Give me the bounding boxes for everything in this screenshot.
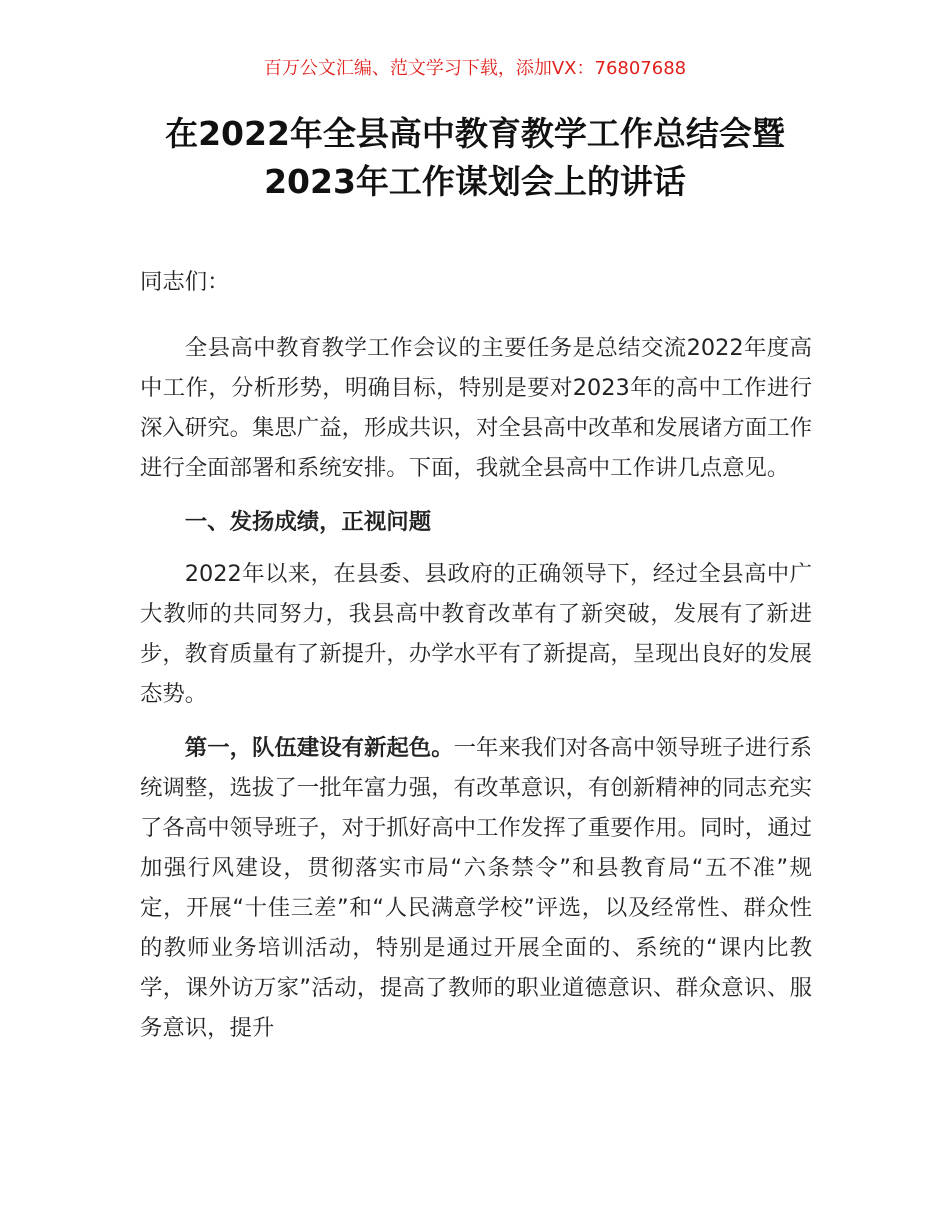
point1-lead: 第一，队伍建设有新起色。 [184,735,454,761]
document-body [140,262,812,1062]
paragraph-point1 [140,728,812,1048]
title-line-1: 在2022年全县高中教育教学工作总结会暨 [165,114,785,153]
salutation: 同志们： [140,269,230,295]
document-title [60,110,890,206]
point1-text: 一年来我们对各高中领导班子进行系统调整，选拔了一批年富力强，有改革意识，有创新精神的同志充实了各高中领导班子，对于抓好高中工作发挥了重要作用。同时，通过加强行风建设，贯彻落实市局“六条禁令”和县教育局“五不准”规定，开展“十佳三差”和“人民满意学校”评选，以及经常性、群众性的教师业务培训活动，特别是通过开展全面的、系统的“课内比教学，课外访万家”活动，提高了教师的职业道德意识、群众意识、服务意识，提升 [140,735,813,1041]
section-heading-1: 一、发扬成绩，正视问题 [184,509,432,535]
title-line-2: 2023年工作谋划会上的讲话 [264,162,686,201]
watermark-header: 百万公文汇编、范文学习下载，添加VX：76807688 [263,58,687,79]
paragraph-intro: 全县高中教育教学工作会议的主要任务是总结交流2022年度高中工作，分析形势，明确目标，特别是要对2023年的高中工作进行深入研究。集思广益，形成共识，对全县高中改革和发展诸方面工作进行全面部署和系统安排。下面，我就全县高中工作讲几点意见。 [140,335,812,481]
paragraph-section1: 2022年以来，在县委、县政府的正确领导下，经过全县高中广大教师的共同努力，我县高中教育改革有了新突破，发展有了新进步，教育质量有了新提升，办学水平有了新提高，呈现出良好的发展态势。 [140,561,812,707]
